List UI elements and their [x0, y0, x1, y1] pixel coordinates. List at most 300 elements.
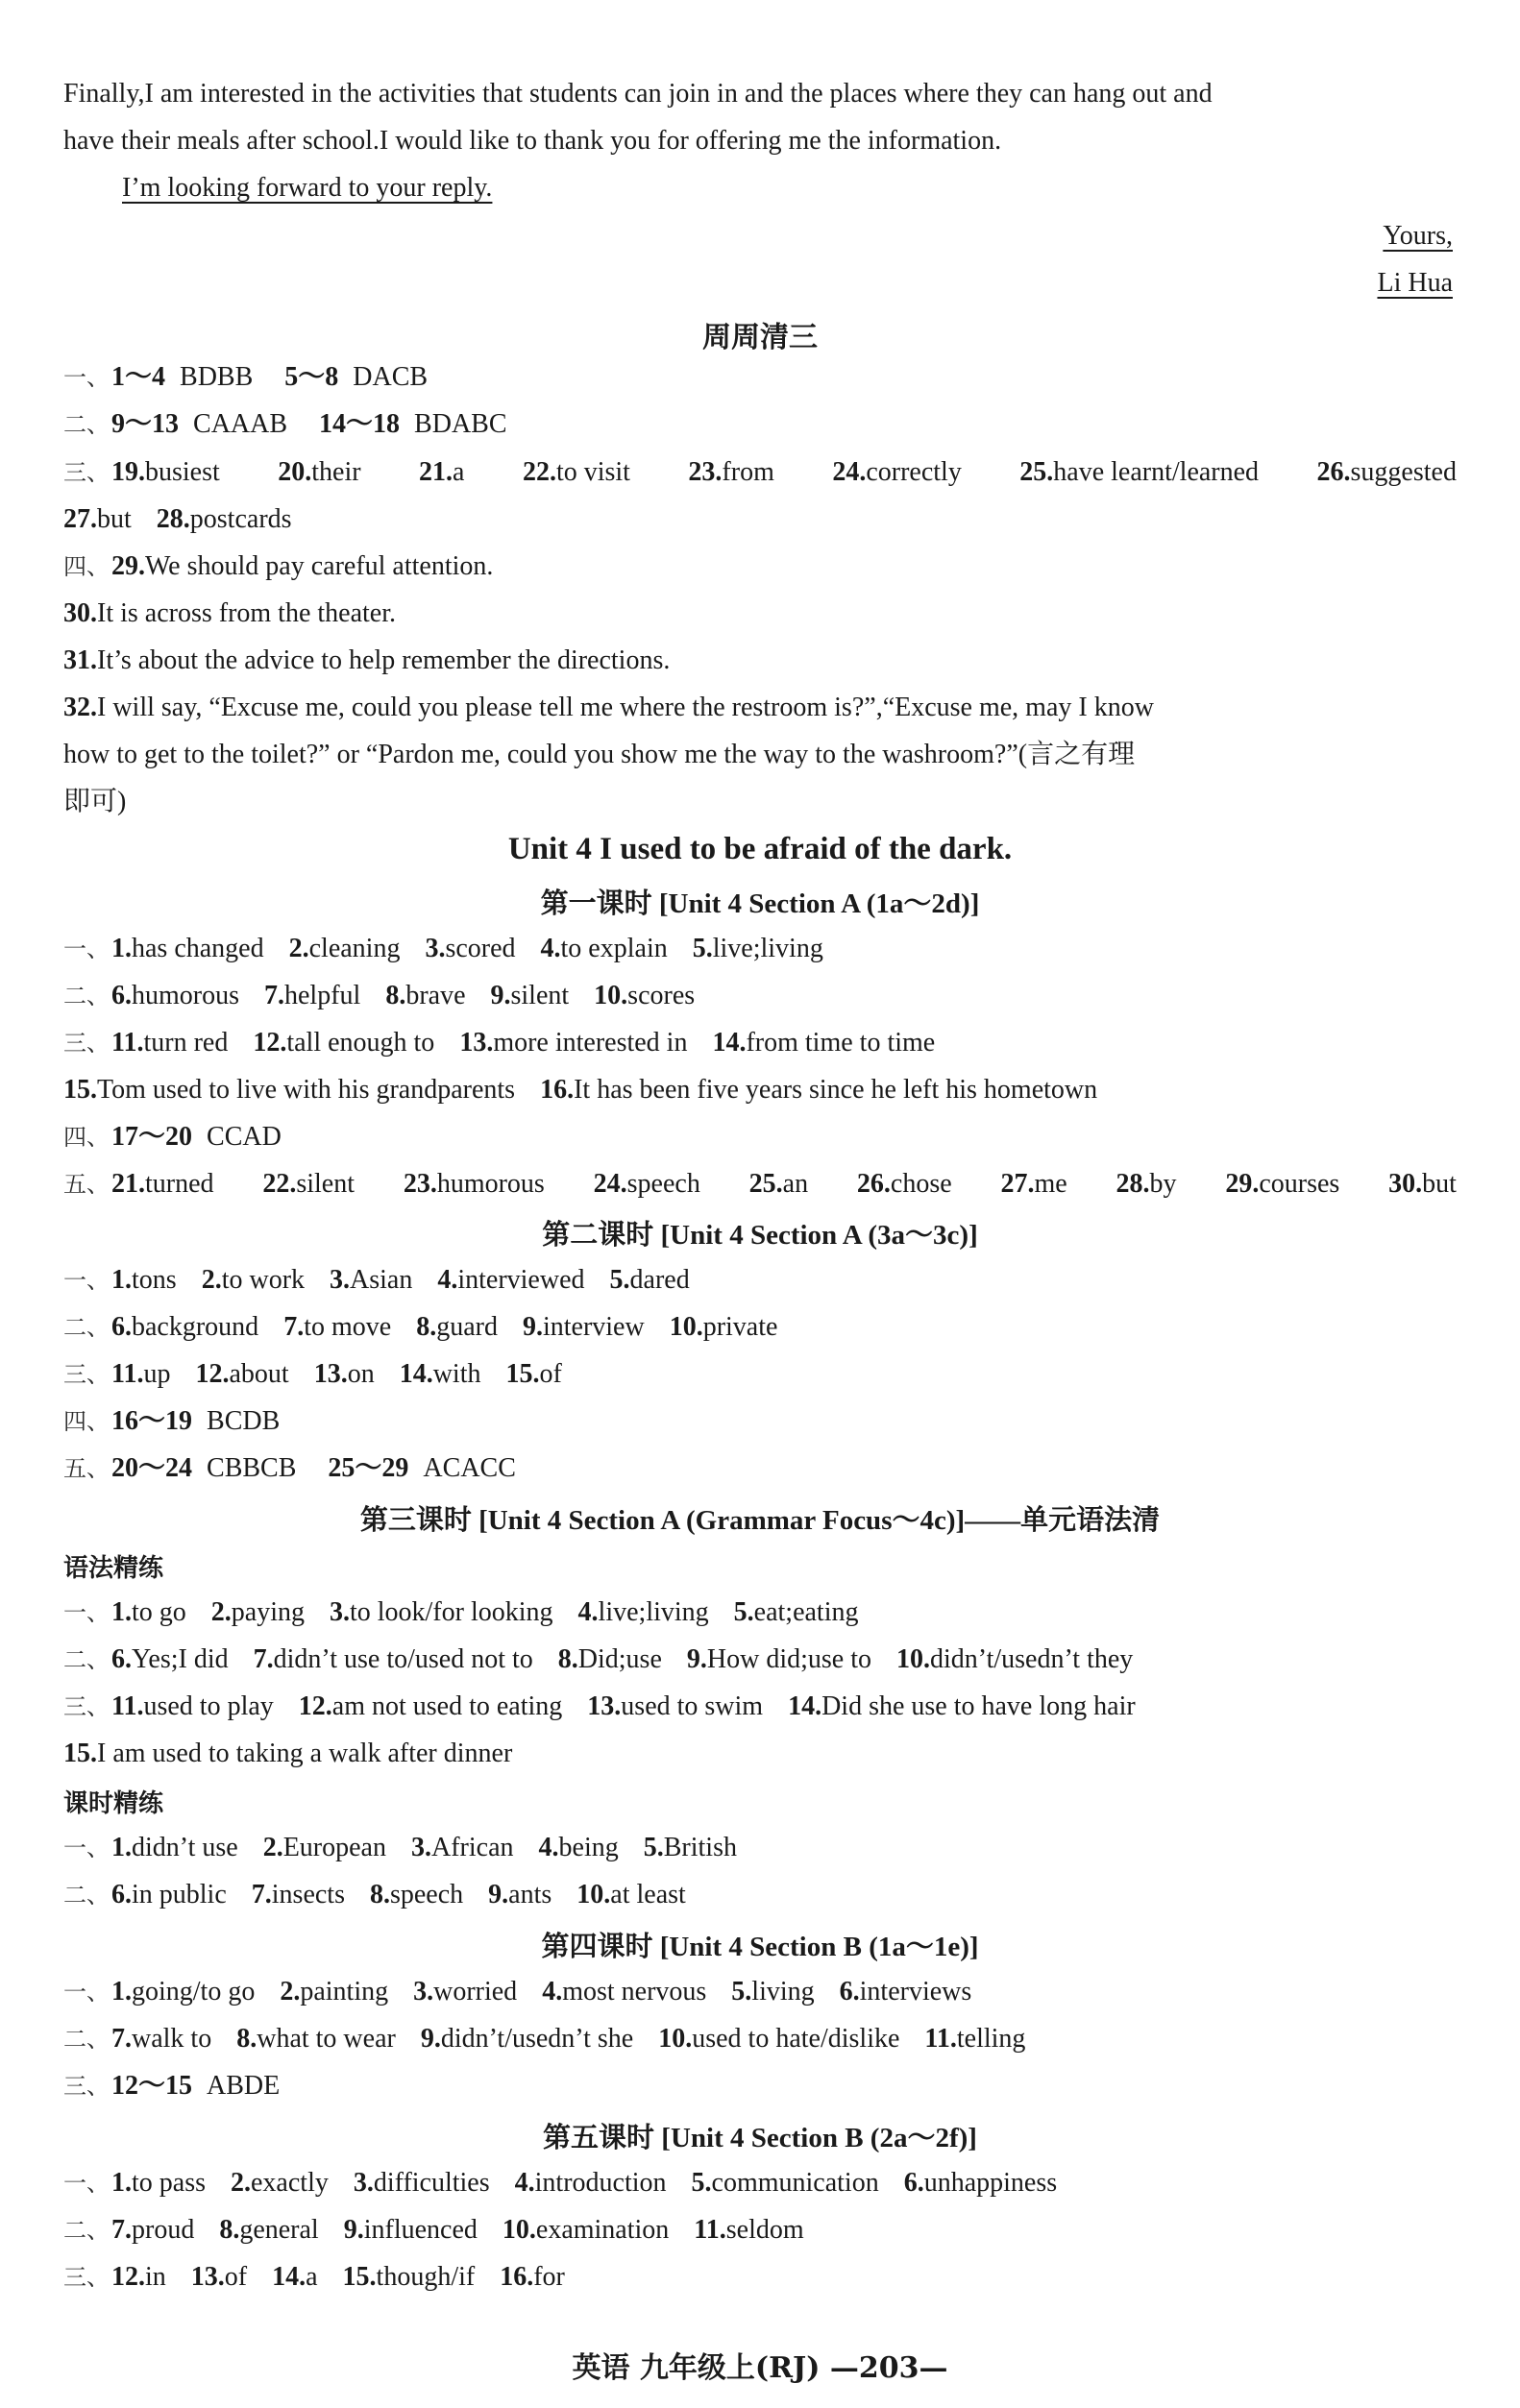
answer-item	[1116, 1167, 1177, 1202]
answer-row	[63, 1878, 711, 1912]
question-number: 29.	[111, 551, 145, 581]
question-number: 9.	[420, 2024, 441, 2054]
lesson-title-3: 第三课时 [Unit 4 Section A (Grammar Focus～4c)]——单元语法清	[359, 1505, 1161, 1536]
answer-item	[236, 2024, 396, 2054]
question-number: 10.	[669, 1312, 703, 1342]
question-range: 1～4	[111, 362, 166, 392]
question-number: 9.	[343, 2215, 364, 2245]
answer-row	[63, 1642, 1158, 1677]
answer-row-continued: how to get to the toilet?” or “Pardon me, could you show me the way to the washroom?”(言之有理	[63, 740, 1136, 769]
answer-text: paying	[231, 1597, 305, 1627]
question-number: 23.	[688, 457, 723, 487]
question-range: 12～15	[111, 2071, 193, 2101]
question-number: 2.	[201, 1265, 222, 1295]
question-number: 7.	[111, 2215, 132, 2245]
answer-letters: CAAAB	[193, 409, 288, 439]
question-number: 21.	[111, 1169, 145, 1199]
answer-text: in public	[132, 1880, 227, 1909]
question-number: 6.	[111, 1880, 132, 1909]
answer-row	[63, 502, 317, 537]
question-number: 8.	[557, 1644, 578, 1674]
answer-row	[63, 2213, 829, 2248]
answer-text: It is across from the theater.	[97, 598, 397, 628]
answer-item	[896, 1644, 1133, 1674]
question-number: 8.	[219, 2215, 240, 2245]
answer-item	[219, 2215, 318, 2245]
answer-text: private	[702, 1312, 778, 1342]
question-number: 5.	[691, 2168, 712, 2198]
answer-item	[459, 1028, 687, 1058]
answer-item	[500, 2262, 565, 2292]
answer-item	[252, 1880, 345, 1909]
answer-item	[658, 2024, 899, 2054]
answer-text: most nervous	[562, 1977, 707, 2007]
question-number: 3.	[425, 934, 446, 963]
question-number: 4.	[540, 934, 561, 963]
answer-item	[419, 455, 464, 490]
question-number: 28.	[1115, 1169, 1150, 1199]
answer-row	[63, 549, 518, 584]
answer-row	[63, 596, 421, 631]
answer-row	[63, 1310, 802, 1345]
answer-text: How did;use to	[706, 1644, 871, 1674]
question-number: 6.	[111, 1644, 132, 1674]
answer-text: didn’t use to/used not to	[273, 1644, 533, 1674]
question-number: 2.	[280, 1977, 301, 2007]
answer-item	[330, 1597, 553, 1627]
letter-text: Finally,I am interested in the activities that students can join in and the places where they can hang out and	[63, 79, 1213, 109]
answer-item	[1225, 1167, 1339, 1202]
answer-text: didn’t use	[132, 1833, 238, 1862]
question-number: 11.	[694, 2215, 726, 2245]
question-number: 16.	[500, 2262, 534, 2292]
answer-text: on	[347, 1359, 375, 1389]
answer-text: by	[1149, 1169, 1177, 1199]
answer-text: examination	[535, 2215, 670, 2245]
row-prefix: 二、	[63, 2026, 110, 2053]
question-number: 3.	[330, 1597, 350, 1627]
answer-text: though/if	[376, 2262, 476, 2292]
answer-text: to look/for looking	[350, 1597, 553, 1627]
answer-item	[488, 1880, 552, 1909]
answer-text: cleaning	[308, 934, 401, 963]
answer-text: turned	[145, 1169, 214, 1199]
answer-item	[63, 1167, 214, 1202]
answer-row	[63, 2260, 590, 2295]
answer-item	[731, 1977, 814, 2007]
answer-row	[63, 1737, 537, 1771]
question-number: 5.	[609, 1265, 630, 1295]
question-number: 20.	[278, 457, 312, 487]
answer-text: to explain	[560, 934, 668, 963]
answer-text: courses	[1259, 1169, 1340, 1199]
question-number: 2.	[231, 2168, 251, 2198]
signature-text: Li Hua	[1377, 268, 1453, 298]
answer-row	[63, 1595, 883, 1630]
answer-text: It’s about the advice to help remember the directions.	[97, 645, 671, 675]
question-number: 12.	[253, 1028, 287, 1058]
answer-text: up	[143, 1359, 171, 1389]
question-number: 22.	[522, 457, 556, 487]
answer-text: suggested	[1350, 457, 1457, 487]
answer-text: speech	[626, 1169, 700, 1199]
answer-item	[541, 934, 668, 963]
answer-item	[421, 2024, 633, 2054]
answer-item	[283, 1312, 391, 1342]
answer-text: proud	[132, 2215, 195, 2245]
question-number: 25.	[748, 1169, 783, 1199]
answer-item	[111, 1644, 229, 1674]
subsection-label-grammar: 语法精练	[63, 1554, 164, 1583]
answer-text: interviewed	[457, 1265, 585, 1295]
question-number: 25.	[1019, 457, 1054, 487]
answer-text: dared	[629, 1265, 690, 1295]
answer-item	[594, 1167, 700, 1202]
answer-letters: ABDE	[207, 2071, 281, 2101]
answer-item	[111, 1312, 258, 1342]
answer-text: to visit	[555, 457, 630, 487]
answer-item	[576, 1880, 686, 1909]
answer-row	[63, 644, 695, 678]
row-prefix: 二、	[63, 2217, 110, 2244]
question-number: 1.	[111, 934, 132, 963]
answer-text: busiest	[145, 457, 220, 487]
answer-text: live;living	[598, 1597, 709, 1627]
question-range: 25～29	[328, 1453, 409, 1483]
answer-text: Tom used to live with his grandparents	[97, 1075, 516, 1105]
answer-text: going/to go	[132, 1977, 256, 2007]
question-number: 29.	[1225, 1169, 1260, 1199]
row-prefix: 一、	[63, 936, 110, 962]
answer-item	[111, 934, 264, 963]
question-number: 11.	[111, 1028, 144, 1058]
answer-item	[491, 981, 570, 1010]
answer-item	[202, 1265, 305, 1295]
answer-text: scores	[627, 981, 696, 1010]
answer-item	[263, 1833, 386, 1862]
question-number: 14.	[272, 2262, 306, 2292]
answer-item	[111, 1359, 170, 1389]
answer-item	[264, 981, 360, 1010]
question-number: 10.	[502, 2215, 536, 2245]
answer-text: interview	[542, 1312, 645, 1342]
question-number: 11.	[924, 2024, 957, 2054]
answer-row	[63, 360, 453, 395]
answer-text: has changed	[132, 934, 264, 963]
answer-row	[63, 932, 848, 966]
answer-text: seldom	[725, 2215, 804, 2245]
question-number: 24.	[593, 1169, 627, 1199]
answer-text: in	[145, 2262, 166, 2292]
answer-item	[610, 1265, 690, 1295]
answer-text: silent	[510, 981, 570, 1010]
answer-text: living	[751, 1977, 815, 2007]
answer-text: have learnt/learned	[1053, 457, 1260, 487]
answer-item	[540, 1075, 1097, 1105]
question-range: 9～13	[111, 409, 180, 439]
question-number: 28.	[156, 504, 190, 534]
answer-text: of	[539, 1359, 562, 1389]
question-number: 13.	[190, 2262, 225, 2292]
row-prefix: 三、	[63, 1693, 110, 1720]
question-range: 14～18	[319, 409, 401, 439]
answer-text: It has been five years since he left his hometown	[574, 1075, 1098, 1105]
row-prefix: 四、	[63, 553, 110, 580]
question-number: 8.	[385, 981, 406, 1010]
row-prefix: 三、	[63, 1030, 110, 1057]
letter-paragraph-line	[63, 77, 1457, 111]
answer-text: We should pay careful attention.	[145, 551, 494, 581]
page-footer: 英语 九年级上(RJ) —203—	[572, 2351, 948, 2385]
answer-text: a	[306, 2262, 318, 2292]
answer-item	[542, 1977, 706, 2007]
question-number: 6.	[111, 1312, 132, 1342]
answer-item	[314, 1359, 375, 1389]
answer-item	[344, 2215, 478, 2245]
answer-text: difficulties	[373, 2168, 490, 2198]
letter-closing	[122, 171, 492, 206]
question-number: 6.	[903, 2168, 924, 2198]
answer-text: their	[311, 457, 361, 487]
question-number: 15.	[63, 1739, 97, 1768]
question-number: 13.	[313, 1359, 348, 1389]
question-number: 10.	[896, 1644, 930, 1674]
lesson-title-4: 第四课时 [Unit 4 Section B (1a～1e)]	[541, 1932, 979, 1962]
question-number: 14.	[399, 1359, 433, 1389]
question-number: 7.	[253, 1644, 274, 1674]
answer-text: influenced	[363, 2215, 478, 2245]
question-number: 30.	[1388, 1169, 1423, 1199]
answer-text: Did;use	[577, 1644, 662, 1674]
answer-item	[111, 1833, 238, 1862]
answer-item	[749, 1167, 808, 1202]
answer-text: from time to time	[746, 1028, 936, 1058]
answer-text: general	[239, 2215, 319, 2245]
answer-item	[231, 2168, 329, 2198]
question-number: 7.	[283, 1312, 305, 1342]
answer-item	[299, 1691, 563, 1721]
answer-text: insects	[271, 1880, 345, 1909]
answer-item	[712, 1028, 935, 1058]
answer-item	[278, 455, 360, 490]
answer-item	[904, 2168, 1057, 2198]
answer-row	[63, 1690, 1161, 1724]
answer-text: exactly	[251, 2168, 329, 2198]
question-number: 3.	[353, 2168, 374, 2198]
row-prefix: 五、	[63, 1455, 110, 1482]
question-number: 8.	[416, 1312, 437, 1342]
answer-text: me	[1034, 1169, 1067, 1199]
question-number: 1.	[111, 1977, 132, 2007]
answer-item	[111, 1880, 227, 1909]
answer-item	[111, 1691, 274, 1721]
answer-text: from	[722, 457, 774, 487]
question-number: 4.	[437, 1265, 458, 1295]
question-number: 8.	[236, 2024, 257, 2054]
answer-text: walk to	[132, 2024, 212, 2054]
answer-item	[692, 2168, 879, 2198]
signoff-text: Yours,	[1383, 221, 1453, 251]
answer-item	[111, 981, 239, 1010]
question-number: 27.	[63, 504, 97, 534]
answer-text: telling	[956, 2024, 1026, 2054]
row-prefix: 二、	[63, 1882, 110, 1909]
answer-text: guard	[436, 1312, 498, 1342]
answer-item	[195, 1359, 288, 1389]
answer-text: Yes;I did	[132, 1644, 229, 1674]
row-prefix: 一、	[63, 364, 110, 391]
answer-text: postcards	[189, 504, 292, 534]
answer-letters: CBBCB	[207, 1453, 297, 1483]
answer-row	[63, 1831, 762, 1865]
answer-item	[1019, 455, 1259, 490]
row-prefix: 一、	[63, 1979, 110, 2006]
answer-text: an	[782, 1169, 809, 1199]
row-prefix: 二、	[63, 1646, 110, 1673]
question-number: 4.	[577, 1597, 599, 1627]
answer-letters: CCAD	[207, 1122, 282, 1152]
answer-row	[63, 1073, 1122, 1107]
answer-item	[280, 1977, 388, 2007]
answer-item	[191, 2262, 247, 2292]
row-prefix: 三、	[63, 459, 110, 486]
question-number: 10.	[576, 1880, 611, 1909]
question-number: 2.	[288, 934, 309, 963]
answer-item	[644, 1833, 737, 1862]
question-number: 7.	[251, 1880, 272, 1909]
answer-text: I am used to taking a walk after dinner	[97, 1739, 513, 1768]
letter-signoff	[1383, 219, 1453, 254]
answer-row	[63, 691, 1179, 725]
question-number: 26.	[1316, 457, 1351, 487]
answer-item	[111, 1977, 255, 2007]
answer-item	[840, 1977, 972, 2007]
answer-text: Asian	[350, 1265, 413, 1295]
answer-item	[157, 504, 292, 534]
answer-row	[63, 1167, 1457, 1202]
answer-text: what to wear	[257, 2024, 396, 2054]
question-number: 32.	[63, 693, 97, 722]
question-number: 2.	[262, 1833, 283, 1862]
question-number: 15.	[505, 1359, 540, 1389]
answer-text: used to hate/dislike	[692, 2024, 900, 2054]
answer-row	[63, 2022, 1050, 2056]
answer-row	[63, 1451, 541, 1486]
answer-item	[404, 1167, 545, 1202]
answer-text: worried	[433, 1977, 518, 2007]
answer-text: interviews	[859, 1977, 972, 2007]
answer-text: used to swim	[621, 1691, 764, 1721]
question-number: 22.	[262, 1169, 297, 1199]
question-number: 13.	[459, 1028, 494, 1058]
answer-item	[558, 1644, 662, 1674]
answer-text: speech	[389, 1880, 464, 1909]
question-number: 19.	[111, 457, 145, 487]
answer-text: background	[132, 1312, 259, 1342]
answer-text: being	[558, 1833, 619, 1862]
answer-item	[670, 1312, 778, 1342]
question-range: 5～8	[284, 362, 339, 392]
answer-item	[400, 1359, 481, 1389]
answer-item	[693, 934, 823, 963]
question-number: 4.	[542, 1977, 563, 2007]
answer-item	[254, 1644, 533, 1674]
answer-row	[63, 979, 720, 1013]
question-number: 16.	[540, 1075, 575, 1105]
row-prefix: 二、	[63, 983, 110, 1009]
answer-text: but	[1422, 1169, 1457, 1199]
question-number: 9.	[686, 1644, 707, 1674]
row-prefix: 五、	[63, 1171, 110, 1198]
unit-title: Unit 4 I used to be afraid of the dark.	[507, 832, 1013, 866]
answer-letters: BCDB	[207, 1406, 281, 1436]
answer-item	[111, 2262, 166, 2292]
answer-text: more interested in	[493, 1028, 688, 1058]
answer-item	[505, 1359, 561, 1389]
row-prefix: 四、	[63, 1408, 110, 1435]
answer-text: silent	[296, 1169, 355, 1199]
question-number: 5.	[733, 1597, 754, 1627]
answer-text: turn red	[143, 1028, 229, 1058]
answer-item	[370, 1880, 463, 1909]
question-number: 12.	[298, 1691, 332, 1721]
question-number: 12.	[111, 2262, 145, 2292]
answer-letters: DACB	[353, 362, 429, 392]
answer-row	[63, 1404, 305, 1439]
question-number: 10.	[594, 981, 628, 1010]
answer-item	[272, 2262, 317, 2292]
question-number: 1.	[111, 2168, 132, 2198]
answer-item	[413, 1977, 517, 2007]
question-number: 9.	[522, 1312, 543, 1342]
lesson-title-2: 第二课时 [Unit 4 Section A (3a～3c)]	[542, 1220, 978, 1251]
answer-text: painting	[300, 1977, 389, 2007]
question-number: 15.	[342, 2262, 377, 2292]
answer-text: to go	[132, 1597, 186, 1627]
answer-item	[832, 455, 962, 490]
answer-item	[515, 2168, 667, 2198]
answer-item	[416, 1312, 498, 1342]
answer-item	[687, 1644, 871, 1674]
answer-text: humorous	[132, 981, 239, 1010]
answer-item	[1000, 1167, 1066, 1202]
row-prefix: 二、	[63, 1314, 110, 1341]
question-number: 5.	[692, 934, 713, 963]
answer-text: chose	[890, 1169, 952, 1199]
answer-text: a	[453, 457, 465, 487]
answer-text: communication	[711, 2168, 879, 2198]
question-number: 14.	[712, 1028, 747, 1058]
letter-paragraph-line: have their meals after school.I would like to thank you for offering me the information.	[63, 126, 1002, 156]
answer-item	[523, 1312, 645, 1342]
answer-item	[425, 934, 515, 963]
question-number: 10.	[658, 2024, 693, 2054]
question-number: 8.	[369, 1880, 390, 1909]
answer-text: about	[229, 1359, 289, 1389]
answer-text: am not used to eating	[331, 1691, 563, 1721]
answer-text: for	[533, 2262, 565, 2292]
answer-row	[63, 455, 1457, 490]
question-number: 13.	[587, 1691, 622, 1721]
letter-signature	[1377, 266, 1453, 301]
question-number: 4.	[514, 2168, 535, 2198]
answer-item	[111, 2024, 211, 2054]
question-number: 30.	[63, 598, 97, 628]
question-number: 1.	[111, 1833, 132, 1862]
answer-row	[63, 1263, 715, 1298]
answer-text: at least	[610, 1880, 686, 1909]
row-prefix: 一、	[63, 1599, 110, 1626]
